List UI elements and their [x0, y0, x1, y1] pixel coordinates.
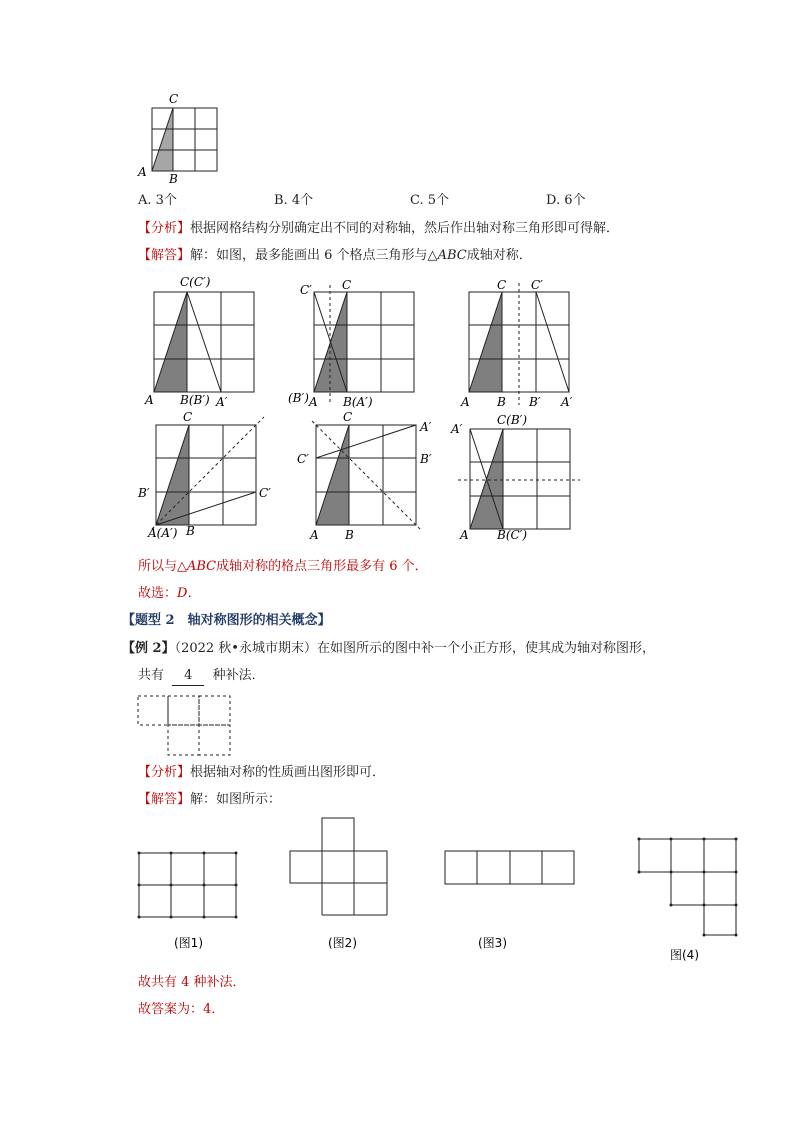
option-d: D. 6个: [546, 193, 586, 208]
example-2-source: （2022 秋•永城市期末）: [174, 641, 317, 656]
f2-label-b: B(A′): [343, 395, 373, 409]
q1-triangle-figure: [134, 92, 224, 186]
example-2-tag: 【例 2】: [122, 641, 175, 656]
f3-label-c: C: [497, 278, 507, 292]
f4-label-b: B: [186, 524, 195, 538]
ex2-figure-2: [282, 812, 397, 922]
ex2-figure-3-diagram: [438, 845, 583, 895]
answer-figure-2: [290, 275, 425, 415]
ex2-figure-1-diagram: [130, 845, 245, 925]
f3-label-b: B: [497, 395, 506, 409]
figure-5-diagram: [290, 408, 435, 548]
ex2-caption-1: (图1): [174, 936, 203, 950]
example-2-line1: [122, 640, 655, 658]
section-2-heading: 【题型 2 轴对称图形的相关概念】: [122, 613, 331, 628]
figure-3-diagram: [455, 275, 590, 415]
ex2-figure-4-diagram: [632, 832, 747, 942]
q1-analysis: [138, 220, 619, 238]
choice-value: D．: [177, 586, 201, 601]
f6-label-b: B(C′): [497, 528, 528, 542]
f2-label-a: A: [309, 395, 318, 409]
option-a: A. 3个: [138, 193, 177, 208]
q1-answer: [138, 247, 532, 265]
f2-label-c: C: [342, 278, 352, 292]
dashed-squares-diagram: [136, 694, 236, 758]
example-2-suffix: 种补法．: [212, 668, 265, 683]
conclusion-abc: ABC: [187, 559, 217, 574]
answer-figure-3: [455, 275, 590, 415]
ex2-caption-2: (图2): [328, 936, 357, 950]
ex2-final-answer: 故答案为：4．: [138, 1002, 225, 1017]
ex2-caption-4: 图(4): [670, 948, 699, 962]
f2-label-bp: (B′): [288, 391, 309, 405]
figure-6-diagram: [448, 408, 588, 548]
example-2-blank: 4: [172, 667, 204, 686]
ex2-analysis-text: 根据轴对称的性质画出图形即可．: [190, 765, 386, 780]
f5-label-bp: B′: [420, 452, 432, 466]
f5-label-b: B: [345, 528, 354, 542]
label-c: C: [169, 92, 179, 106]
example-2-dashed-figure: [136, 694, 236, 758]
answer-figure-1: [140, 275, 270, 415]
option-c: C. 5个: [410, 193, 450, 208]
f5-label-cp: C′: [297, 452, 309, 466]
ex2-answer-text: 解：如图所示：: [190, 792, 282, 807]
f6-label-ap: A′: [451, 422, 463, 436]
f4-label-cp: C′: [259, 486, 271, 500]
grid-with-triangle-diagram: [134, 92, 224, 182]
ex2-answer-tag: 【解答】: [138, 792, 191, 807]
f2-label-cp: C′: [300, 283, 312, 297]
example-2-line2: [138, 667, 265, 686]
f3-label-cp: C′: [531, 278, 543, 292]
answer-prefix: 解：如图，最多能画出 6 个格点三角形与△: [190, 248, 438, 263]
answer-suffix: 成轴对称．: [466, 248, 532, 263]
f4-label-c: C: [183, 410, 193, 424]
f1-label-ap: A′: [216, 395, 228, 409]
ex2-conclusion: 故共有 4 种补法．: [138, 975, 246, 990]
f4-label-bp: B′: [138, 486, 150, 500]
f1-label-a: A: [145, 393, 154, 407]
f4-label-a: A(A′): [148, 526, 178, 540]
q1-choice: [138, 585, 200, 603]
analysis-text: 根据网格结构分别确定出不同的对称轴，然后作出轴对称三角形即可得解．: [190, 221, 620, 236]
answer-tag: 【解答】: [138, 248, 191, 263]
ex2-figure-4: [632, 832, 747, 942]
ex2-figure-1: [130, 845, 245, 925]
f6-label-c: C(B′): [497, 413, 528, 427]
example-2-prefix: 共有: [138, 668, 165, 683]
label-b: B: [169, 172, 178, 186]
f3-label-ap: A′: [561, 395, 573, 409]
answer-figure-5: [290, 408, 435, 548]
f5-label-c: C: [343, 410, 353, 424]
analysis-tag: 【分析】: [138, 221, 191, 236]
ex2-figure-2-diagram: [282, 812, 397, 922]
conclusion-prefix: 所以与△: [138, 559, 187, 574]
f3-label-bp: B′: [529, 395, 541, 409]
ex2-analysis: [138, 764, 385, 782]
f6-label-a: A: [460, 528, 469, 542]
f1-label-c: C(C′): [180, 275, 211, 289]
ex2-figure-3: [438, 845, 583, 895]
answer-abc: ABC: [437, 248, 467, 263]
answer-figure-6: [448, 408, 588, 548]
f5-label-ap: A′: [420, 420, 432, 434]
f5-label-a: A: [310, 528, 319, 542]
ex2-answer: [138, 791, 281, 809]
conclusion-suffix: 成轴对称的格点三角形最多有 6 个．: [216, 559, 428, 574]
ex2-caption-3: (图3): [478, 936, 507, 950]
ex2-analysis-tag: 【分析】: [138, 765, 191, 780]
f3-label-a: A: [461, 395, 470, 409]
answer-figure-4: [134, 408, 274, 548]
f1-label-b: B(B′): [180, 393, 210, 407]
choice-prefix: 故选：: [138, 586, 178, 601]
label-a: A: [138, 165, 147, 179]
example-2-text: 在如图所示的图中补一个小正方形，使其成为轴对称图形，: [316, 641, 655, 656]
option-b: B. 4个: [274, 193, 314, 208]
q1-conclusion: [138, 558, 428, 576]
